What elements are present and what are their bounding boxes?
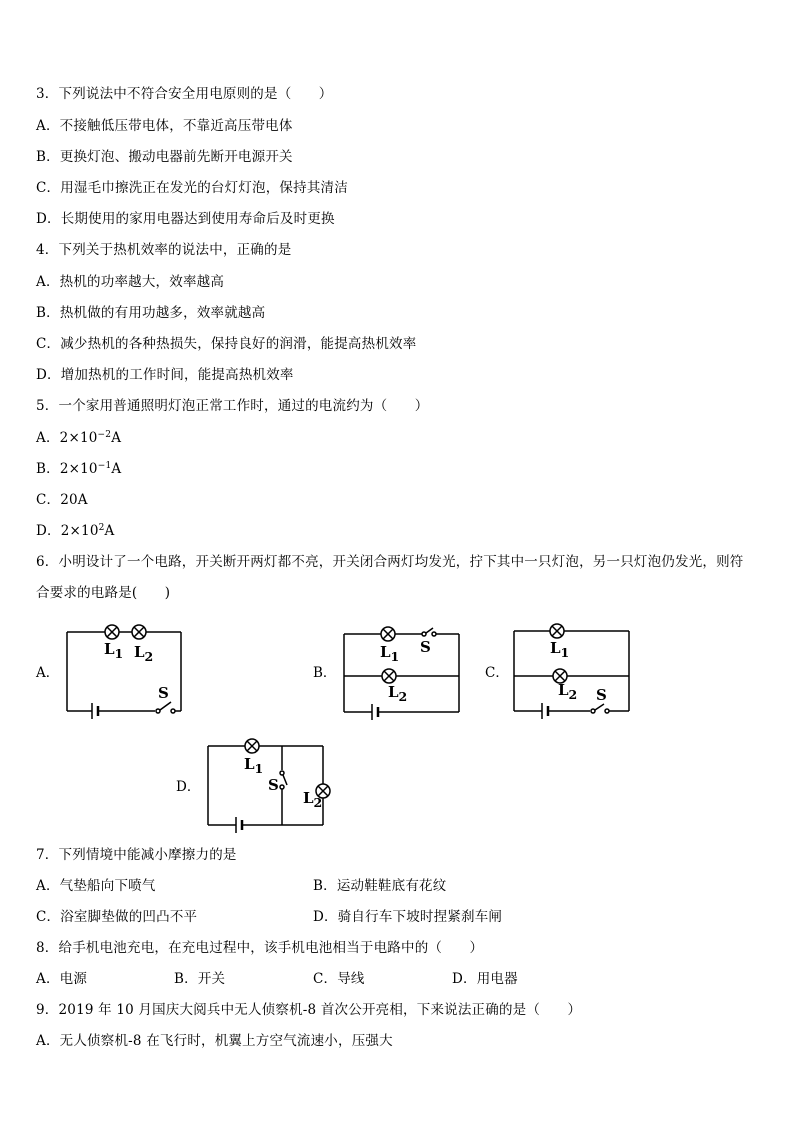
q5-option-d: D．$2\times 10^2A$: [36, 523, 115, 539]
q7-option-b: B．运动鞋鞋底有花纹: [313, 878, 447, 894]
q6-stem-line2: 合要求的电路是( ): [36, 585, 171, 601]
q4-option-d: D．增加热机的工作时间，能提高热机效率: [36, 367, 294, 383]
q9-stem: 9．2019 年 10 月国庆大阅兵中无人侦察机-8 首次公开亮相，下来说法正确的是（ ）: [36, 1002, 582, 1018]
lamp-l1-label: $L_1$: [104, 640, 124, 661]
lamp-l2-label: $L_2$: [388, 683, 408, 704]
lamp-l1-label: $L_1$: [380, 643, 400, 664]
circuit-a-option-label: A．: [36, 665, 60, 681]
lamp-l1-label: $L_1$: [244, 755, 264, 776]
lamp-l2-label: $L_2$: [558, 681, 578, 702]
switch-s-label: S: [596, 686, 607, 704]
q8-option-c: C．导线: [313, 971, 365, 987]
q5-stem: 5．一个家用普通照明灯泡正常工作时，通过的电流约为（ ）: [36, 398, 429, 414]
q3-stem: 3．下列说法中不符合安全用电原则的是（ ）: [36, 86, 333, 102]
q8-option-a: A．电源: [36, 971, 88, 987]
q4-option-c: C．减少热机的各种热损失，保持良好的润滑，能提高热机效率: [36, 336, 417, 352]
q7-option-d: D．骑自行车下坡时捏紧刹车闸: [313, 909, 503, 925]
q3-option-b: B．更换灯泡、搬动电器前先断开电源开关: [36, 149, 293, 165]
circuit-d-diagram: [200, 738, 340, 838]
q7-option-c: C．浴室脚垫做的凹凸不平: [36, 909, 198, 925]
q6-stem-line1: 6．小明设计了一个电路，开关断开两灯都不亮，开关闭合两灯均发光，拧下其中一只灯泡，另一只灯泡仍发光，则符: [36, 554, 744, 570]
lamp-l2-label: $L_2$: [134, 643, 154, 664]
circuit-c-option-label: C．: [485, 665, 509, 681]
switch-s-label: S: [420, 638, 431, 656]
lamp-l2-label: $L_2$: [303, 789, 323, 810]
q3-option-c: C．用湿毛巾擦洗正在发光的台灯灯泡，保持其清洁: [36, 180, 348, 196]
q9-option-a: A．无人侦察机-8 在飞行时，机翼上方空气流速小，压强大: [36, 1033, 393, 1049]
q5-option-a: A．$2\times 10^{-2}A$: [36, 430, 122, 446]
circuit-c-diagram: [508, 624, 638, 720]
q7-stem: 7．下列情境中能减小摩擦力的是: [36, 847, 237, 863]
q3-option-d: D．长期使用的家用电器达到使用寿命后及时更换: [36, 211, 335, 227]
q7-option-a: A．气垫船向下喷气: [36, 878, 156, 894]
q4-stem: 4．下列关于热机效率的说法中，正确的是: [36, 242, 292, 258]
switch-s-label: S: [158, 684, 169, 702]
circuit-b-diagram: [338, 624, 468, 720]
q3-option-a: A．不接触低压带电体，不靠近高压带电体: [36, 118, 293, 134]
circuit-d-option-label: D．: [176, 779, 201, 795]
switch-s-label: S: [268, 776, 279, 794]
circuit-b-option-label: B．: [313, 665, 337, 681]
lamp-l1-label: $L_1$: [550, 639, 570, 660]
q5-option-b: B．$2\times 10^{-1}A$: [36, 461, 122, 477]
circuit-a-diagram: [60, 622, 190, 722]
q4-option-b: B．热机做的有用功越多，效率就越高: [36, 305, 266, 321]
q8-stem: 8．给手机电池充电，在充电过程中，该手机电池相当于电路中的（ ）: [36, 940, 484, 956]
q4-option-a: A．热机的功率越大，效率越高: [36, 274, 225, 290]
q5-option-c: C．20A: [36, 492, 88, 508]
q8-option-b: B．开关: [174, 971, 226, 987]
q8-option-d: D．用电器: [452, 971, 518, 987]
